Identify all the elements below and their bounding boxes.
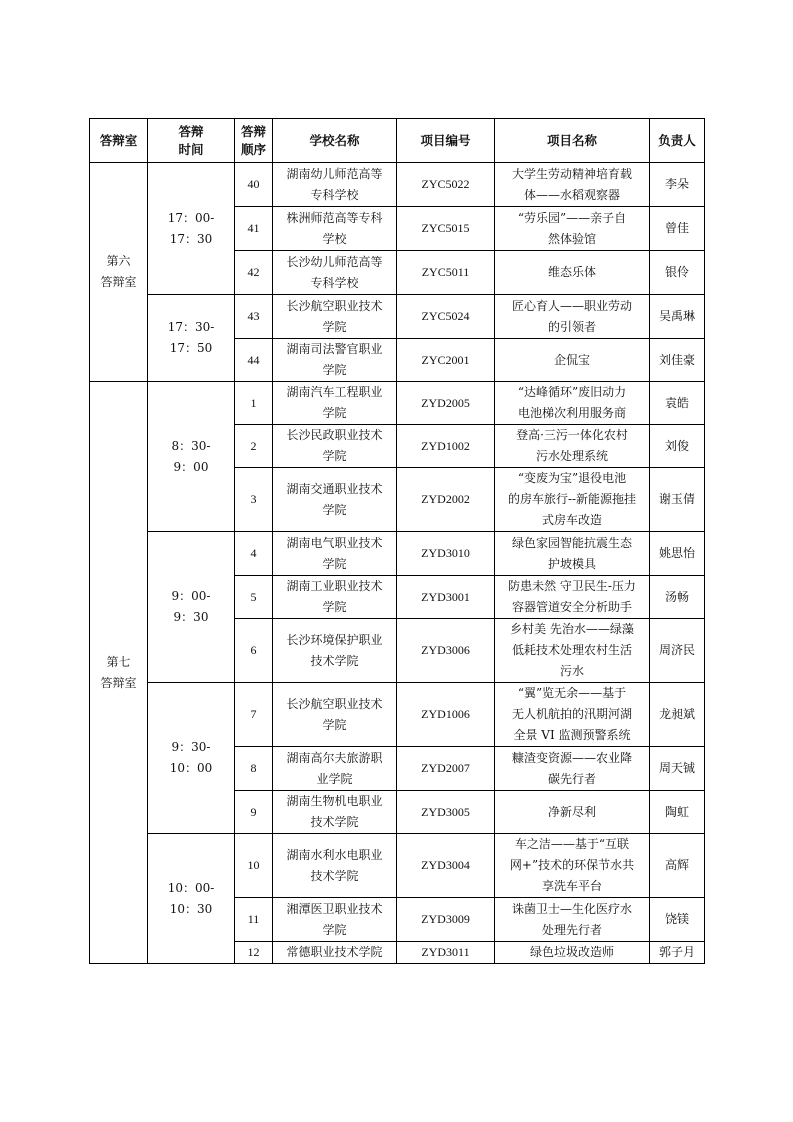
school-cell: 湖南交通职业技术 学院 <box>273 468 397 532</box>
leader-cell: 郭子月 <box>650 942 705 964</box>
project-code-cell: ZYD2005 <box>397 382 495 425</box>
leader-cell: 吴禹琳 <box>650 295 705 339</box>
header-code: 项目编号 <box>397 119 495 163</box>
project-name-cell: 企侃宝 <box>495 339 650 382</box>
school-cell: 湖南幼儿师范高等 专科学校 <box>273 163 397 207</box>
order-cell: 12 <box>235 942 273 964</box>
order-cell: 9 <box>235 791 273 834</box>
time-slot-cell: 17：00- 17：30 <box>148 163 235 295</box>
leader-cell: 李朵 <box>650 163 705 207</box>
project-code-cell: ZYD3005 <box>397 791 495 834</box>
project-code-cell: ZYD2007 <box>397 747 495 791</box>
project-name-cell: “变废为宝”退役电池 的房车旅行--新能源拖挂 式房车改造 <box>495 468 650 532</box>
order-cell: 7 <box>235 683 273 747</box>
leader-cell: 袁皓 <box>650 382 705 425</box>
time-slot-cell: 8：30- 9：00 <box>148 382 235 532</box>
order-cell: 6 <box>235 619 273 683</box>
leader-cell: 曾佳 <box>650 207 705 251</box>
leader-cell: 谢玉倩 <box>650 468 705 532</box>
header-school: 学校名称 <box>273 119 397 163</box>
table-row <box>90 382 705 425</box>
school-cell: 湖南司法警官职业 学院 <box>273 339 397 382</box>
project-code-cell: ZYD1006 <box>397 683 495 747</box>
project-name-cell: “达峰循环”废旧动力 电池梯次利用服务商 <box>495 382 650 425</box>
time-slot-cell: 10：00- 10：30 <box>148 834 235 964</box>
time-slot-cell: 17：30- 17：50 <box>148 295 235 382</box>
project-code-cell: ZYD1002 <box>397 425 495 468</box>
school-cell: 湖南工业职业技术 学院 <box>273 576 397 619</box>
order-cell: 5 <box>235 576 273 619</box>
leader-cell: 姚思怡 <box>650 532 705 576</box>
header-time: 答辩 时间 <box>148 119 235 163</box>
header-row <box>90 119 705 163</box>
table-row <box>90 163 705 207</box>
order-cell: 11 <box>235 898 273 942</box>
room-cell: 第七 答辩室 <box>90 382 148 964</box>
project-name-cell: 维态乐体 <box>495 251 650 295</box>
school-cell: 常德职业技术学院 <box>273 942 397 964</box>
project-code-cell: ZYC5024 <box>397 295 495 339</box>
project-code-cell: ZYC5015 <box>397 207 495 251</box>
leader-cell: 汤畅 <box>650 576 705 619</box>
schedule-body <box>90 163 705 964</box>
order-cell: 43 <box>235 295 273 339</box>
project-name-cell: 登高·三污一体化农村 污水处理系统 <box>495 425 650 468</box>
leader-cell: 刘俊 <box>650 425 705 468</box>
header-room: 答辩室 <box>90 119 148 163</box>
project-code-cell: ZYD3011 <box>397 942 495 964</box>
leader-cell: 饶镁 <box>650 898 705 942</box>
leader-cell: 龙昶斌 <box>650 683 705 747</box>
table-row <box>90 532 705 576</box>
defense-schedule-table <box>89 118 705 964</box>
leader-cell: 银伶 <box>650 251 705 295</box>
leader-cell: 周济民 <box>650 619 705 683</box>
header-order: 答辩 顺序 <box>235 119 273 163</box>
leader-cell: 陶虹 <box>650 791 705 834</box>
project-code-cell: ZYD3006 <box>397 619 495 683</box>
project-code-cell: ZYC5022 <box>397 163 495 207</box>
order-cell: 42 <box>235 251 273 295</box>
leader-cell: 高辉 <box>650 834 705 898</box>
leader-cell: 刘佳豪 <box>650 339 705 382</box>
project-code-cell: ZYD3001 <box>397 576 495 619</box>
project-name-cell: 乡村美 先治水——绿藻 低耗技术处理农村生活 污水 <box>495 619 650 683</box>
project-name-cell: 绿色家园智能抗震生态 护坡模具 <box>495 532 650 576</box>
order-cell: 8 <box>235 747 273 791</box>
table-row <box>90 834 705 898</box>
school-cell: 株洲师范高等专科 学校 <box>273 207 397 251</box>
school-cell: 湘潭医卫职业技术 学院 <box>273 898 397 942</box>
header-project: 项目名称 <box>495 119 650 163</box>
project-code-cell: ZYD3009 <box>397 898 495 942</box>
project-name-cell: 糠渣变资源——农业降 碳先行者 <box>495 747 650 791</box>
order-cell: 1 <box>235 382 273 425</box>
project-name-cell: “劳乐园”——亲子自 然体验馆 <box>495 207 650 251</box>
project-name-cell: 匠心育人——职业劳动 的引领者 <box>495 295 650 339</box>
project-name-cell: 绿色垃圾改造师 <box>495 942 650 964</box>
project-name-cell: 净新尽利 <box>495 791 650 834</box>
school-cell: 湖南高尔夫旅游职 业学院 <box>273 747 397 791</box>
order-cell: 10 <box>235 834 273 898</box>
project-code-cell: ZYD3010 <box>397 532 495 576</box>
project-code-cell: ZYD3004 <box>397 834 495 898</box>
order-cell: 3 <box>235 468 273 532</box>
school-cell: 湖南电气职业技术 学院 <box>273 532 397 576</box>
project-name-cell: 车之洁——基于“互联 网+”技术的环保节水共 享洗车平台 <box>495 834 650 898</box>
school-cell: 长沙航空职业技术 学院 <box>273 295 397 339</box>
school-cell: 湖南汽车工程职业 学院 <box>273 382 397 425</box>
header-leader: 负责人 <box>650 119 705 163</box>
project-code-cell: ZYC5011 <box>397 251 495 295</box>
time-slot-cell: 9：30- 10：00 <box>148 683 235 834</box>
project-code-cell: ZYC2001 <box>397 339 495 382</box>
school-cell: 湖南水利水电职业 技术学院 <box>273 834 397 898</box>
project-name-cell: 诛菌卫士—生化医疗水 处理先行者 <box>495 898 650 942</box>
room-cell: 第六 答辩室 <box>90 163 148 382</box>
order-cell: 41 <box>235 207 273 251</box>
table-row <box>90 295 705 339</box>
time-slot-cell: 9：00- 9：30 <box>148 532 235 683</box>
school-cell: 长沙幼儿师范高等 专科学校 <box>273 251 397 295</box>
project-code-cell: ZYD2002 <box>397 468 495 532</box>
leader-cell: 周天铖 <box>650 747 705 791</box>
project-name-cell: 大学生劳动精神培育载 体——水稻观察器 <box>495 163 650 207</box>
order-cell: 4 <box>235 532 273 576</box>
order-cell: 40 <box>235 163 273 207</box>
school-cell: 长沙民政职业技术 学院 <box>273 425 397 468</box>
school-cell: 湖南生物机电职业 技术学院 <box>273 791 397 834</box>
school-cell: 长沙环境保护职业 技术学院 <box>273 619 397 683</box>
order-cell: 2 <box>235 425 273 468</box>
school-cell: 长沙航空职业技术 学院 <box>273 683 397 747</box>
order-cell: 44 <box>235 339 273 382</box>
project-name-cell: 防患未然 守卫民生-压力 容器管道安全分析助手 <box>495 576 650 619</box>
project-name-cell: “翼”览无余——基于 无人机航拍的汛期河湖 全景 VI 监测预警系统 <box>495 683 650 747</box>
table-row <box>90 683 705 747</box>
